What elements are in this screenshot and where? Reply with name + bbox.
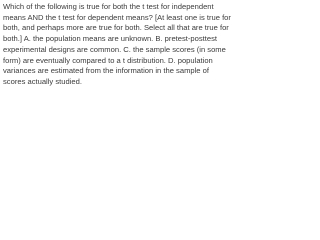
question-text: Which of the following is true for both the t test for independent means AND the t test for dependent means? [At least one is true for both, and perhaps more are true for both. Select all that are true for both.] A. the population means are unknown. B. pretest-posttest experimental designs are common. C. the sample scores (in some form) are eventually compared to a t distribution. D. population variances are estimated from the information in the sample of scores actually studied. bbox=[3, 2, 231, 86]
question-block bbox=[0, 0, 235, 88]
